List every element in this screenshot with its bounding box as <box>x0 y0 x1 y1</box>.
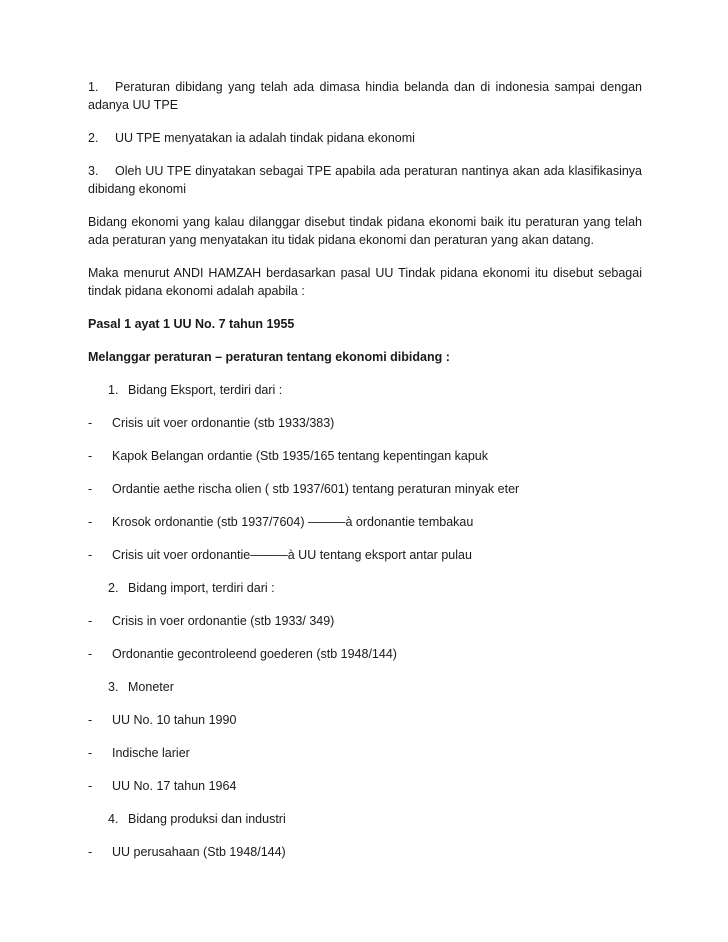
dash-marker: - <box>88 449 93 463</box>
section-title: Bidang produksi dan industri <box>128 812 286 826</box>
list-item <box>88 612 642 630</box>
list-item <box>88 546 642 564</box>
section-number: 1. <box>108 383 119 397</box>
dash-marker: - <box>88 845 93 859</box>
dash-marker: - <box>88 779 93 793</box>
list-item-text: Crisis uit voer ordonantie (stb 1933/383) <box>112 416 335 430</box>
section-number: 4. <box>108 812 119 826</box>
body-paragraph-2: Maka menurut ANDI HAMZAH berdasarkan pasal UU Tindak pidana ekonomi itu disebut sebagai tindak pidana ekonomi adalah apabila : <box>88 266 642 298</box>
list-item <box>88 744 642 762</box>
list-item <box>88 843 642 861</box>
list-item-text: Indische larier <box>112 746 190 760</box>
list-item-text: Kapok Belangan ordantie (Stb 1935/165 tentang kepentingan kapuk <box>112 449 488 463</box>
dash-marker: - <box>88 713 93 727</box>
section-heading-3 <box>88 678 642 696</box>
numbered-paragraph-2 <box>88 129 642 147</box>
section-title: Bidang Eksport, terdiri dari : <box>128 383 283 397</box>
section-title: Moneter <box>128 680 174 694</box>
section-heading-1 <box>88 381 642 399</box>
section-number: 3. <box>108 680 119 694</box>
list-item <box>88 414 642 432</box>
paragraph-text: Peraturan dibidang yang telah ada dimasa hindia belanda dan di indonesia sampai dengan adanya UU TPE <box>88 80 642 112</box>
section-number: 2. <box>108 581 119 595</box>
dash-marker: - <box>88 416 93 430</box>
list-item-text: Crisis in voer ordonantie (stb 1933/ 349) <box>112 614 335 628</box>
list-item <box>88 777 642 795</box>
list-item <box>88 711 642 729</box>
numbered-paragraph-1 <box>88 78 642 114</box>
heading-pasal: Pasal 1 ayat 1 UU No. 7 tahun 1955 <box>88 317 295 331</box>
list-item-text: UU No. 10 tahun 1990 <box>112 713 237 727</box>
paragraph-text: Oleh UU TPE dinyatakan sebagai TPE apabila ada peraturan nantinya akan ada klasifikasinya dibidang ekonomi <box>88 164 642 196</box>
list-item-text: Ordonantie gecontroleend goederen (stb 1948/144) <box>112 647 397 661</box>
list-item-text: Ordantie aethe rischa olien ( stb 1937/601) tentang peraturan minyak eter <box>112 482 520 496</box>
list-item <box>88 645 642 663</box>
document-content <box>88 78 642 876</box>
paragraph-number: 1. <box>88 80 99 94</box>
paragraph-number: 3. <box>88 164 99 178</box>
numbered-paragraph-3 <box>88 162 642 198</box>
list-item-text: UU No. 17 tahun 1964 <box>112 779 237 793</box>
paragraph-number: 2. <box>88 131 99 145</box>
list-item-text: Krosok ordonantie (stb 1937/7604) ———à ordonantie tembakau <box>112 515 474 529</box>
dash-marker: - <box>88 614 93 628</box>
list-item <box>88 513 642 531</box>
dash-marker: - <box>88 647 93 661</box>
list-item-text: UU perusahaan (Stb 1948/144) <box>112 845 286 859</box>
dash-marker: - <box>88 548 93 562</box>
section-heading-4 <box>88 810 642 828</box>
heading-melanggar: Melanggar peraturan – peraturan tentang ekonomi dibidang : <box>88 350 450 364</box>
list-item-text: Crisis uit voer ordonantie———à UU tentang eksport antar pulau <box>112 548 472 562</box>
dash-marker: - <box>88 746 93 760</box>
body-paragraph-1: Bidang ekonomi yang kalau dilanggar disebut tindak pidana ekonomi baik itu peraturan yang telah ada peraturan yang menyatakan itu tidak pidana ekonomi dan peraturan yang akan datang. <box>88 215 642 247</box>
section-title: Bidang import, terdiri dari : <box>128 581 275 595</box>
list-item <box>88 480 642 498</box>
paragraph-text: UU TPE menyatakan ia adalah tindak pidana ekonomi <box>115 131 415 145</box>
dash-marker: - <box>88 482 93 496</box>
list-item <box>88 447 642 465</box>
section-heading-2 <box>88 579 642 597</box>
dash-marker: - <box>88 515 93 529</box>
